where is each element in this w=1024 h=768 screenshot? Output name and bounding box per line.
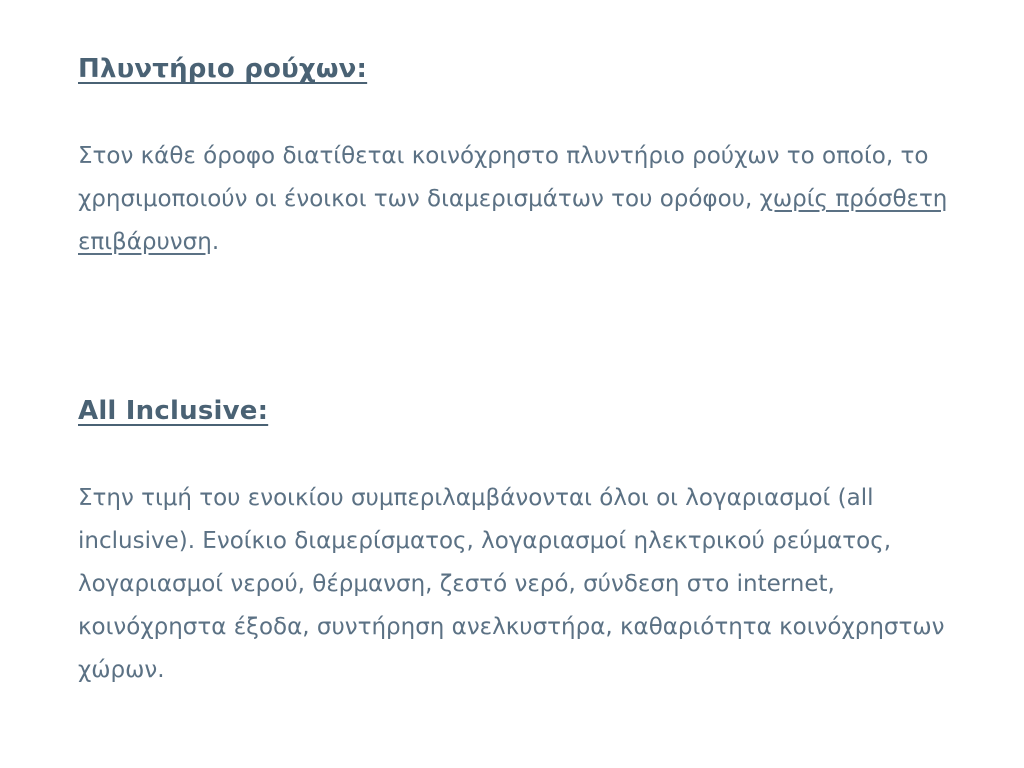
section-paragraph [78,477,945,692]
body-text: χώρων. [78,657,165,683]
paragraph-line [78,178,948,221]
section-paragraph [78,135,948,264]
section-heading: Πλυντήριο ρούχων: [78,54,368,84]
paragraph-line [78,563,930,606]
document-body [78,52,954,692]
body-text: χρησιμοποιούν οι ένοικοι των διαμερισμάτων του ορόφου, [78,186,760,212]
underlined-text: επιβάρυνση [78,229,212,255]
underlined-text: χωρίς πρόσθετη [759,186,948,212]
section-heading: All Inclusive: [78,396,269,426]
paragraph-line [78,520,930,563]
body-text: λογαριασμοί νερού, θέρμανση, ζεστό νερό, σύνδεση στο internet, [78,571,835,597]
body-text: . [211,229,220,255]
paragraph-line [78,477,930,520]
body-text: Στην τιμή του ενοικίου συμπεριλαμβάνονται όλοι οι λογαριασμοί (all [78,485,874,511]
paragraph-line [78,606,945,649]
body-text: inclusive). Ενοίκιο διαμερίσματος, λογαριασμοί ηλεκτρικού ρεύματος, [78,528,892,554]
paragraph-line [78,221,930,264]
document-section [78,52,954,264]
body-text: Στον κάθε όροφο διατίθεται κοινόχρηστο πλυντήριο ρούχων το οποίο, το [78,143,929,169]
document-section [78,394,954,692]
paragraph-line [78,649,930,692]
paragraph-line [78,135,930,178]
body-text: κοινόχρηστα έξοδα, συντήρηση ανελκυστήρα, καθαριότητα κοινόχρηστων [78,614,945,640]
